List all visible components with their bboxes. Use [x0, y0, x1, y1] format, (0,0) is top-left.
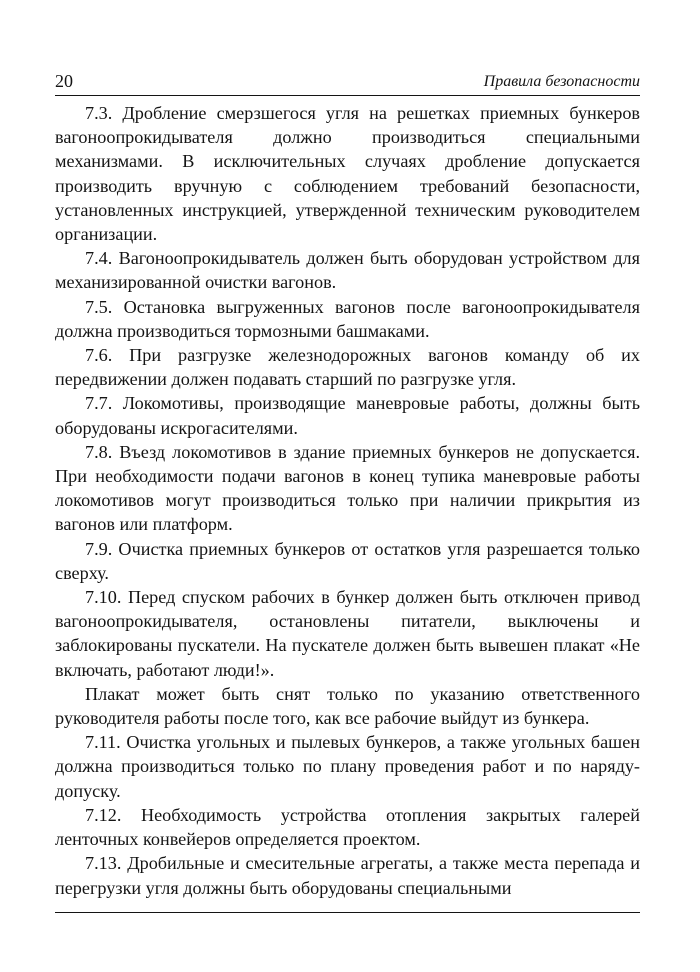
running-title: Правила безопасности — [483, 73, 640, 90]
paragraph-7-13: 7.13. Дробильные и смесительные агрегаты, а также места перепада и перегрузки угля должны быть оборудованы специальными — [55, 853, 640, 898]
paragraph-7-6: 7.6. При разгрузке железнодорожных вагонов команду об их передвижении должен подавать старший по разгрузке угля. — [55, 345, 640, 390]
paragraph-7-3: 7.3. Дробление смерзшегося угля на решетках приемных бункеров вагоноопрокидывателя должно производиться специальными механизмами. В исключительных случаях дробление допускается производить вручную с соблюдением требований безопасности, установленных инструкцией, утвержденной техническим руководителем организации. — [55, 103, 640, 245]
paragraph-7-11: 7.11. Очистка угольных и пылевых бункеров, а также угольных башен должна производиться только по плану проведения работ и по наряду-допуску. — [55, 732, 640, 801]
paragraph-7-8: 7.8. Въезд локомотивов в здание приемных бункеров не допускается. При необходимости подачи вагонов в конец тупика маневровые работы локомотивов могут производиться только при наличии прикрытия из вагонов или платформ. — [55, 441, 640, 535]
page-header — [55, 70, 640, 94]
paragraph-7-12: 7.12. Необходимость устройства отопления закрытых галерей ленточных конвейеров определяется проектом. — [55, 804, 640, 850]
header-rule — [55, 95, 640, 96]
body-text — [55, 101, 640, 900]
paragraph-7-5: 7.5. Остановка выгруженных вагонов после вагоноопрокидывателя должна производиться тормозными башмаками. — [55, 296, 640, 341]
paragraph-7-10: 7.10. Перед спуском рабочих в бункер должен быть отключен привод вагоноопрокидывателя, остановлены питатели, выключены и заблокированы пускатели. На пускателе должен быть вывешен плакат «Не включать, работают люди!». — [55, 587, 640, 680]
paragraph-7-9: 7.9. Очистка приемных бункеров от остатков угля разрешается только сверху. — [55, 538, 640, 583]
footer-rule — [55, 912, 640, 913]
paragraph-7-10-continued: Плакат может быть снят только по указанию ответственного руководителя работы после того, как все рабочие выйдут из бункера. — [55, 683, 640, 729]
paragraph-7-4: 7.4. Вагоноопрокидыватель должен быть оборудован устройством для механизированной очистки вагонов. — [55, 248, 640, 293]
page-number: 20 — [55, 71, 73, 91]
paragraph-7-7: 7.7. Локомотивы, производящие маневровые работы, должны быть оборудованы искрогасителями. — [55, 393, 640, 438]
